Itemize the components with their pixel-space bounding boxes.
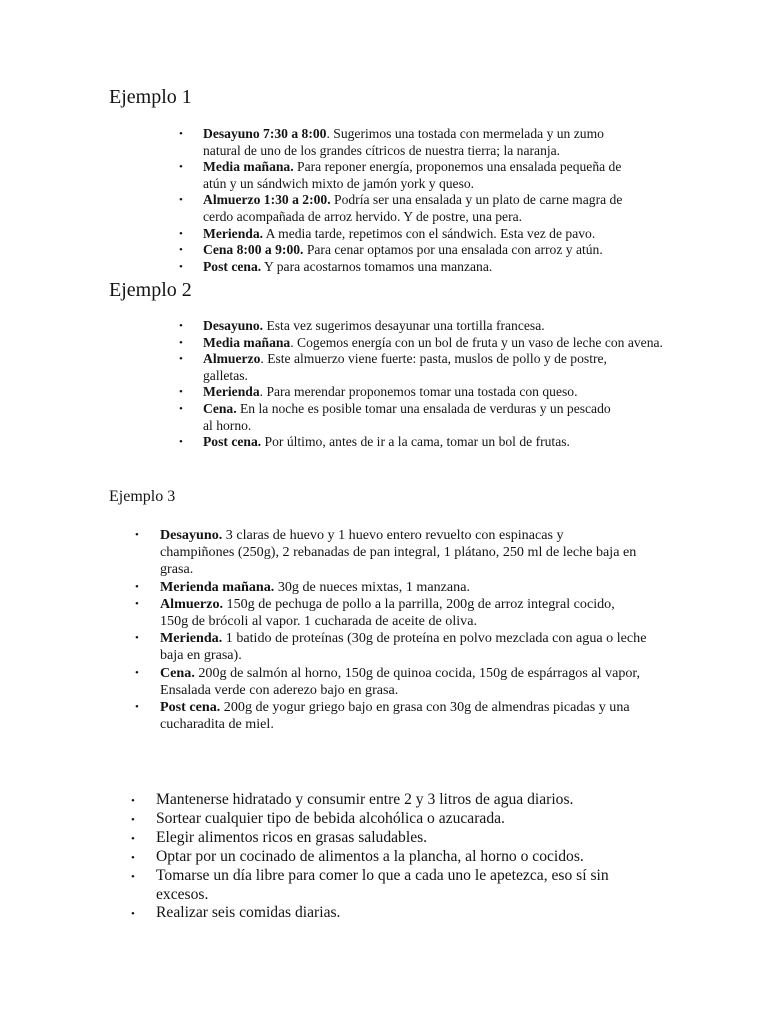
tip-text: Tomarse un día libre para comer lo que a cada uno le apetezca, eso sí sin excesos.: [156, 866, 609, 903]
tips-list: [131, 791, 676, 923]
tip-text: Sortear cualquier tipo de bebida alcohólica o azucarada.: [156, 809, 505, 827]
meal-text: En la noche es posible tomar una ensalada de verduras y un pescado al horno.: [203, 400, 611, 433]
bullet-icon: •: [131, 813, 135, 826]
list-item: [179, 400, 623, 434]
bullet-icon: •: [179, 161, 183, 174]
bullet-icon: •: [179, 386, 183, 399]
bullet-icon: •: [179, 436, 183, 449]
meal-label: Cena.: [160, 664, 195, 681]
meal-text: Y para acostarnos tomamos una manzana.: [261, 258, 493, 274]
meal-text: 200g de salmón al horno, 150g de quinoa cocida, 150g de espárragos al vapor, Ensalada verde con aderezo bajo en grasa.: [160, 664, 641, 698]
meal-label: Merienda: [203, 384, 260, 400]
tip-item: [131, 847, 676, 867]
meal-label: Post cena.: [203, 434, 262, 450]
bullet-icon: •: [179, 244, 183, 257]
example2-heading: Ejemplo 2: [109, 279, 192, 301]
list-item: [135, 595, 620, 630]
bullet-icon: •: [135, 701, 139, 714]
meal-text: 30g de nueces mixtas, 1 manzana.: [274, 578, 470, 595]
list-item: [135, 664, 655, 699]
meal-text: Podría ser una ensalada y un plato de carne magra de cerdo acompañada de arroz hervido. Y de postre, una pera.: [203, 192, 623, 224]
meal-label: Almuerzo: [203, 351, 261, 367]
tip-item: [131, 828, 676, 848]
meal-label: Media mañana.: [203, 159, 294, 175]
example2-list: [179, 318, 673, 451]
bullet-icon: •: [135, 597, 139, 610]
meal-label: Desayuno.: [160, 527, 223, 543]
list-item: [179, 384, 673, 401]
example3-heading: Ejemplo 3: [109, 488, 176, 505]
meal-text: 150g de pechuga de pollo a la parrilla, 200g de arroz integral cocido, 150g de brócoli al vapor. 1 cucharada de aceite de oliva.: [160, 595, 615, 630]
bullet-icon: •: [131, 832, 135, 845]
bullet-icon: •: [135, 580, 139, 593]
list-item: [135, 630, 665, 664]
tip-item: [131, 866, 646, 905]
list-item: [179, 334, 665, 352]
meal-text: 3 claras de huevo y 1 huevo entero revuelto con espinacas y champiñones (250g), 2 rebanadas de pan integral, 1 plátano, 250 ml de leche baja en grasa.: [160, 527, 637, 578]
bullet-icon: •: [179, 260, 183, 273]
list-item: [179, 434, 673, 451]
list-item: [179, 242, 673, 259]
bullet-icon: •: [179, 227, 183, 240]
tip-text: Elegir alimentos ricos en grasas saludables.: [156, 828, 428, 846]
tip-item: [131, 791, 676, 810]
list-item: [135, 578, 670, 596]
meal-text: . Cogemos energía con un bol de fruta y un vaso de leche con avena.: [290, 334, 663, 350]
list-item: [179, 126, 623, 159]
meal-text: A media tarde, repetimos con el sándwich. Esta vez de pavo.: [263, 225, 596, 241]
meal-text: . Este almuerzo viene fuerte: pasta, muslos de pollo y de postre, galletas.: [203, 351, 607, 383]
bullet-icon: •: [131, 851, 135, 864]
example1-heading: Ejemplo 1: [109, 86, 192, 108]
meal-label: Cena.: [203, 400, 237, 416]
tip-text: Optar por un cocinado de alimentos a la plancha, al horno o cocidos.: [156, 847, 584, 865]
bullet-icon: •: [135, 666, 139, 679]
bullet-icon: •: [179, 320, 183, 332]
list-item: [179, 351, 623, 384]
list-item: [135, 699, 660, 733]
meal-text: 1 batido de proteínas (30g de proteína en polvo mezclada con agua o leche baja en grasa).: [160, 630, 647, 664]
list-item: [179, 159, 623, 192]
bullet-icon: •: [179, 336, 183, 349]
meal-label: Post cena.: [160, 699, 221, 716]
bullet-icon: •: [131, 870, 135, 883]
example1-list: [179, 126, 673, 275]
meal-text: . Para merendar proponemos tomar una tostada con queso.: [259, 384, 578, 400]
tip-text: Realizar seis comidas diarias.: [156, 904, 341, 922]
meal-label: Almuerzo 1:30 a 2:00.: [203, 192, 331, 208]
meal-label: Merienda.: [160, 630, 223, 647]
bullet-icon: •: [179, 353, 183, 366]
meal-label: Media mañana: [203, 334, 291, 350]
meal-label: Cena 8:00 a 9:00.: [203, 242, 304, 258]
bullet-icon: •: [135, 529, 139, 541]
list-item: [179, 225, 673, 243]
meal-label: Merienda.: [203, 225, 264, 241]
bullet-icon: •: [179, 128, 183, 140]
meal-label: Merienda mañana.: [160, 578, 275, 595]
bullet-icon: •: [179, 402, 183, 415]
meal-label: Post cena.: [203, 258, 262, 274]
list-item: [179, 258, 673, 276]
meal-text: . Sugerimos una tostada con mermelada y un zumo natural de uno de los grandes cítricos de nuestra tierra; la naranja.: [203, 126, 604, 158]
bullet-icon: •: [179, 194, 183, 207]
meal-text: Por último, antes de ir a la cama, tomar un bol de frutas.: [261, 434, 570, 450]
list-item: [135, 527, 640, 579]
bullet-icon: •: [131, 908, 135, 921]
list-item: [179, 318, 673, 335]
meal-label: Almuerzo.: [160, 595, 224, 612]
example3-list: [135, 527, 670, 733]
meal-text: Para cenar optamos por una ensalada con arroz y atún.: [303, 242, 603, 258]
list-item: [179, 192, 623, 225]
bullet-icon: •: [131, 795, 135, 807]
meal-label: Desayuno.: [203, 318, 264, 333]
meal-text: Para reponer energía, proponemos una ensalada pequeña de atún y un sándwich mixto de jamón york y queso.: [203, 159, 622, 191]
meal-label: Desayuno 7:30 a 8:00: [203, 126, 327, 141]
bullet-icon: •: [135, 632, 139, 645]
tip-text: Mantenerse hidratado y consumir entre 2 y 3 litros de agua diarios.: [156, 791, 574, 808]
tip-item: [131, 809, 676, 829]
meal-text: 200g de yogur griego bajo en grasa con 30g de almendras picadas y una cucharadita de miel.: [160, 699, 630, 733]
meal-text: Esta vez sugerimos desayunar una tortilla francesa.: [263, 318, 545, 333]
tip-item: [131, 904, 676, 923]
